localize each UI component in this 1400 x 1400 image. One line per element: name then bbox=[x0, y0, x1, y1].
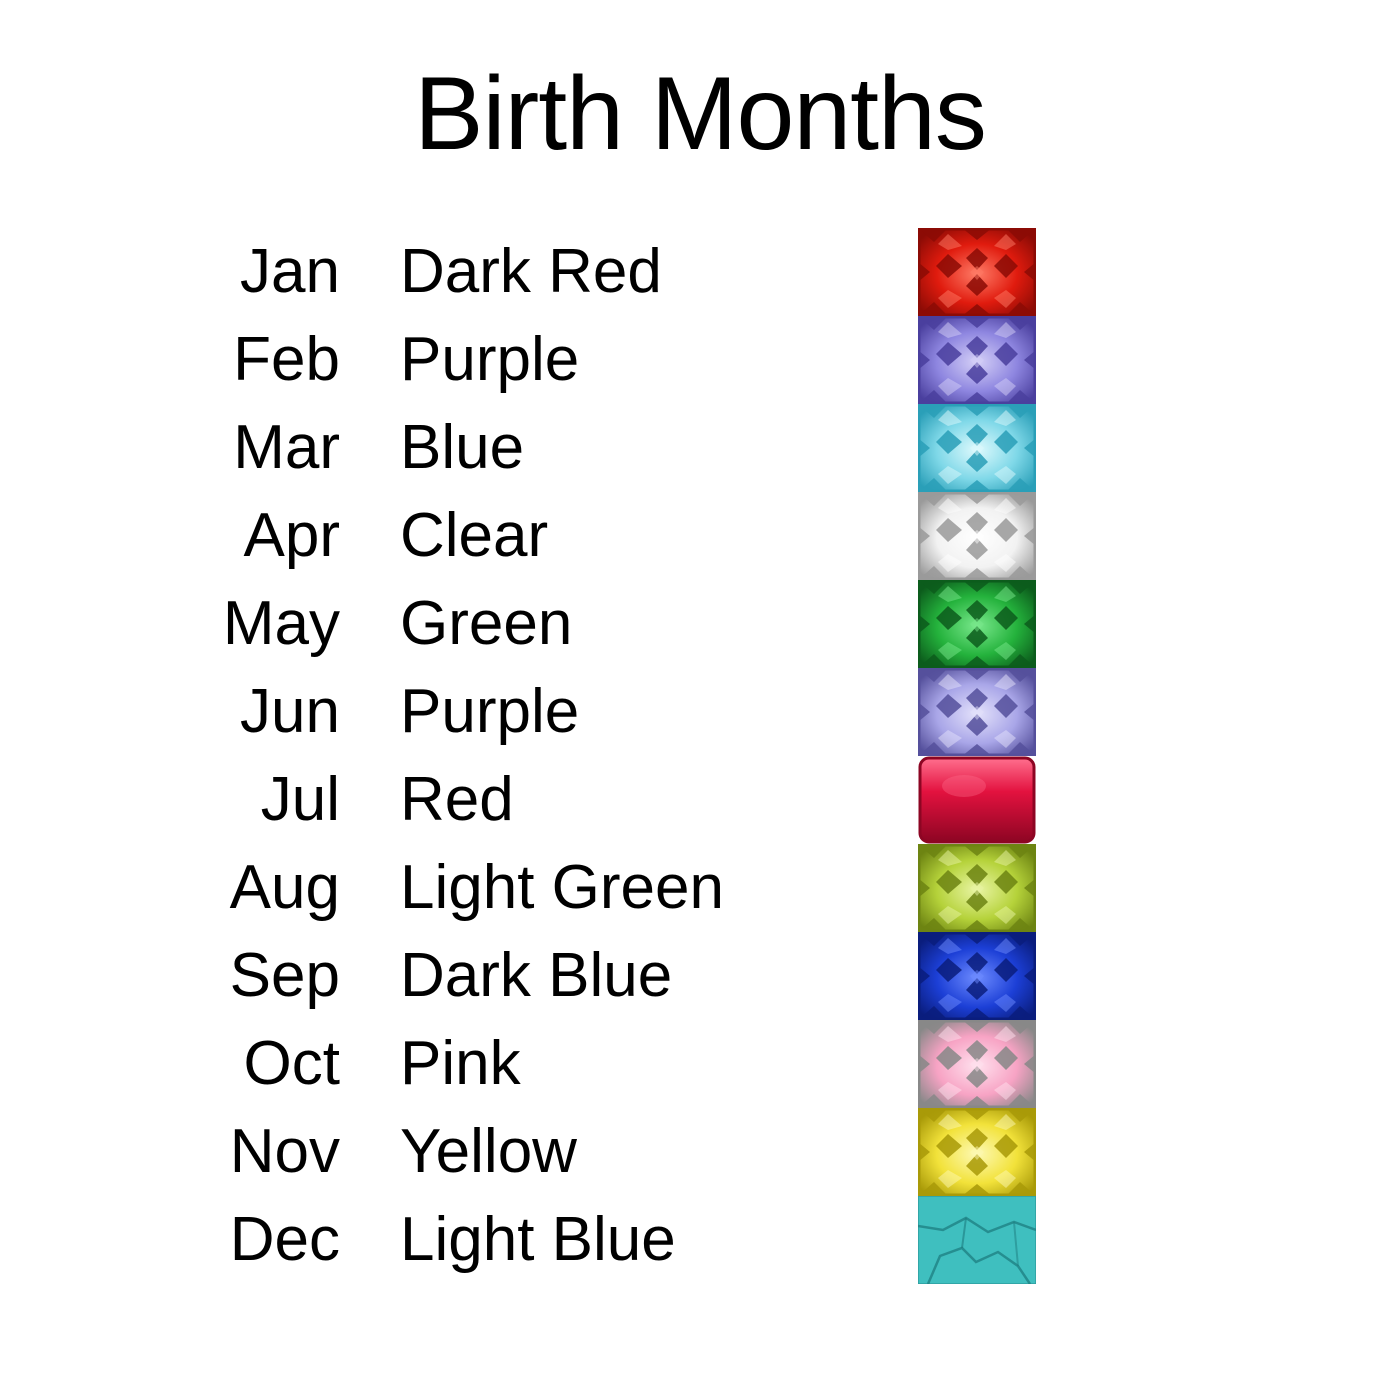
gemstone-icon bbox=[918, 1108, 1036, 1196]
gemstone-icon bbox=[918, 756, 1036, 844]
gemstone-cell bbox=[880, 404, 1100, 492]
gemstone-icon bbox=[918, 668, 1036, 756]
table-row bbox=[0, 1108, 1400, 1196]
gemstone-icon bbox=[918, 932, 1036, 1020]
color-name-label: Purple bbox=[400, 677, 580, 746]
color-name-label: Purple bbox=[400, 325, 580, 394]
table-row bbox=[0, 1196, 1400, 1284]
color-name-label: Dark Blue bbox=[400, 941, 673, 1010]
gemstone-cell bbox=[880, 580, 1100, 668]
color-name-label: Clear bbox=[400, 501, 549, 570]
table-row bbox=[0, 316, 1400, 404]
color-name-label: Dark Red bbox=[400, 237, 662, 306]
month-label: Oct bbox=[243, 1029, 340, 1098]
month-label: Aug bbox=[229, 853, 340, 922]
table-row bbox=[0, 1020, 1400, 1108]
gemstone-icon bbox=[918, 316, 1036, 404]
color-name-label: Red bbox=[400, 765, 514, 834]
birth-months-table bbox=[0, 228, 1400, 1284]
gemstone-icon bbox=[918, 580, 1036, 668]
table-row bbox=[0, 756, 1400, 844]
table-row bbox=[0, 932, 1400, 1020]
month-label: Apr bbox=[243, 501, 340, 570]
page-title: Birth Months bbox=[414, 56, 986, 172]
color-name-label: Pink bbox=[400, 1029, 521, 1098]
table-row bbox=[0, 580, 1400, 668]
gemstone-cell bbox=[880, 1108, 1100, 1196]
month-label: Jun bbox=[240, 677, 340, 746]
color-name-label: Light Blue bbox=[400, 1205, 676, 1274]
gemstone-cell bbox=[880, 316, 1100, 404]
table-row bbox=[0, 228, 1400, 316]
gemstone-icon bbox=[918, 844, 1036, 932]
table-row bbox=[0, 844, 1400, 932]
color-name-label: Light Green bbox=[400, 853, 724, 922]
gemstone-cell bbox=[880, 1196, 1100, 1284]
gemstone-cell bbox=[880, 228, 1100, 316]
color-name-label: Green bbox=[400, 589, 573, 658]
month-label: Jul bbox=[260, 765, 340, 834]
table-row bbox=[0, 668, 1400, 756]
gemstone-icon bbox=[918, 404, 1036, 492]
gemstone-cell bbox=[880, 756, 1100, 844]
month-label: Jan bbox=[240, 237, 340, 306]
month-label: Feb bbox=[233, 325, 340, 394]
month-label: Dec bbox=[229, 1205, 340, 1274]
gemstone-icon bbox=[918, 1196, 1036, 1284]
month-label: Sep bbox=[229, 941, 340, 1010]
gemstone-cell bbox=[880, 932, 1100, 1020]
month-label: May bbox=[222, 589, 340, 658]
gemstone-icon bbox=[918, 1020, 1036, 1108]
gemstone-cell bbox=[880, 844, 1100, 932]
gemstone-icon bbox=[918, 492, 1036, 580]
month-label: Mar bbox=[233, 413, 340, 482]
gemstone-cell bbox=[880, 668, 1100, 756]
table-row bbox=[0, 492, 1400, 580]
month-label: Nov bbox=[229, 1117, 340, 1186]
color-name-label: Blue bbox=[400, 413, 525, 482]
gemstone-cell bbox=[880, 1020, 1100, 1108]
table-row bbox=[0, 404, 1400, 492]
gemstone-cell bbox=[880, 492, 1100, 580]
gemstone-icon bbox=[918, 228, 1036, 316]
color-name-label: Yellow bbox=[400, 1117, 577, 1186]
